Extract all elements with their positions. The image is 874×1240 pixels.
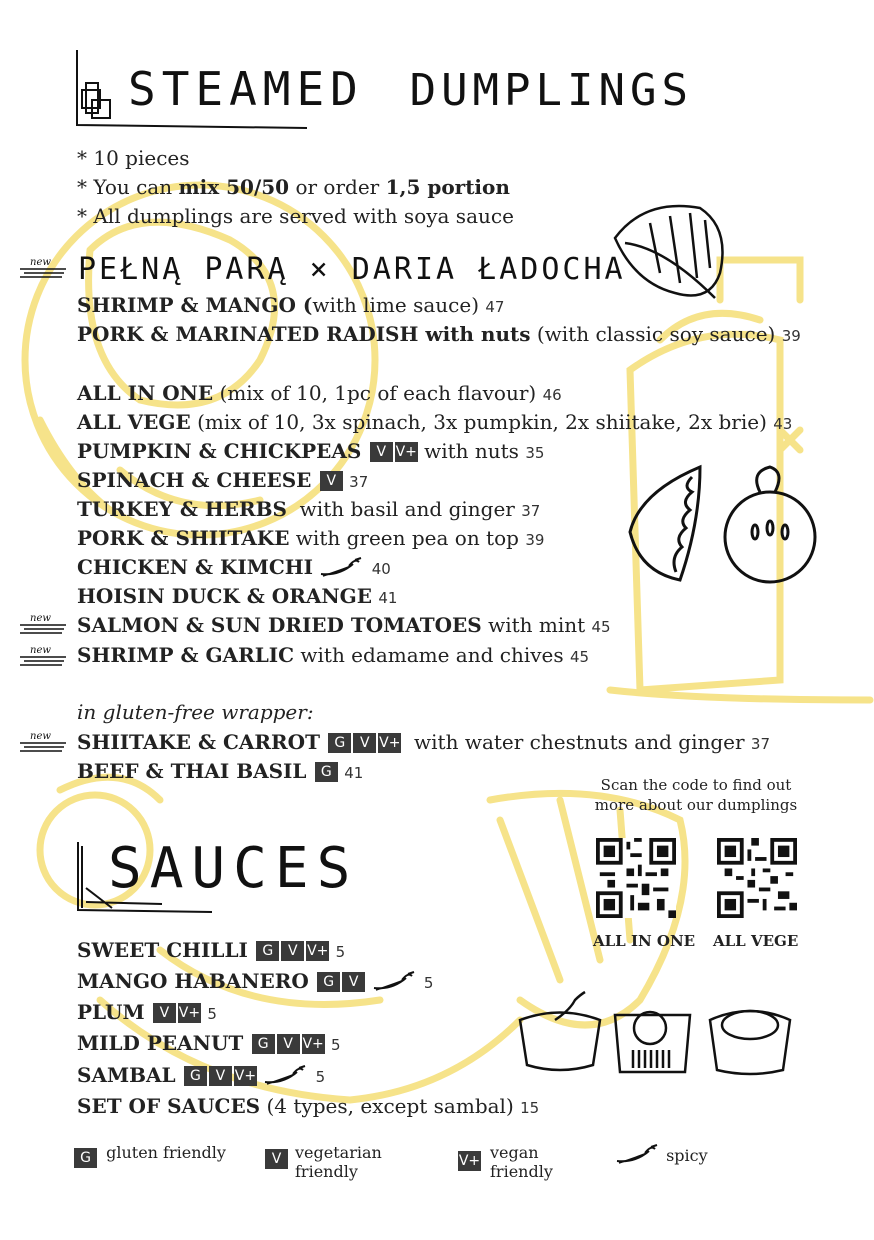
sauces-title: SAUCES <box>108 836 359 901</box>
menu-item: SHRIMP & GARLIC with edamame and chives 45 <box>77 643 590 667</box>
qr-code-all-in-one[interactable] <box>596 838 676 918</box>
title-word-dumplings: DUMPLINGS <box>409 65 693 116</box>
menu-item: ALL VEGE (mix of 10, 3x spinach, 3x pumpkin, 2x shiitake, 2x brie) 43 <box>77 410 793 434</box>
legend-spicy: spicy <box>615 1143 708 1165</box>
vegan-badge: V+ <box>458 1153 481 1169</box>
menu-item: PUMPKIN & CHICKPEAS V V+ with nuts 35 <box>77 439 545 463</box>
menu-item: HOISIN DUCK & ORANGE 41 <box>77 584 398 608</box>
vegetarian-badge: V <box>370 442 393 462</box>
menu-item: SHIITAKE & CARROT G V V+ with water chestnuts and ginger 37 <box>77 730 770 754</box>
legend-vegan: V+ vegan friendly <box>458 1143 553 1181</box>
vegetarian-badge: V <box>209 1066 232 1086</box>
menu-item: SHRIMP & MANGO (with lime sauce) 47 <box>77 293 505 317</box>
gluten-badge: G <box>256 941 279 961</box>
sauce-bowls-illustration-icon <box>515 990 795 1080</box>
vegetarian-badge: V <box>277 1034 300 1054</box>
menu-item: BEEF & THAI BASIL G 41 <box>77 759 364 783</box>
qr-caption: Scan the code to find out more about our dumplings <box>594 776 798 814</box>
sauce-item: SAMBAL G V V+ 5 <box>77 1063 326 1087</box>
new-badge-icon <box>18 730 68 752</box>
legend-gluten: G gluten friendly <box>72 1143 226 1168</box>
chili-icon <box>263 1064 309 1086</box>
new-badge-icon <box>18 612 68 634</box>
sauce-item: SWEET CHILLI G V V+ 5 <box>77 938 346 962</box>
vegetarian-badge: V <box>320 471 343 491</box>
menu-item: SALMON & SUN DRIED TOMATOES with mint 45 <box>77 613 611 637</box>
gluten-badge: G <box>74 1148 97 1168</box>
new-badge-icon <box>18 644 68 666</box>
gluten-free-heading: in gluten-free wrapper: <box>77 700 314 724</box>
note-pieces: * 10 pieces <box>77 146 190 170</box>
gluten-badge: G <box>252 1034 275 1054</box>
svg-text:new: new <box>30 731 51 742</box>
menu-item: SPINACH & CHEESE V 37 <box>77 468 369 492</box>
title-word-steamed: STEAMED <box>128 62 364 116</box>
note-soya: * All dumplings are served with soya sauce <box>77 204 514 228</box>
gluten-badge: G <box>328 733 351 753</box>
vegetarian-badge: V <box>342 972 365 992</box>
svg-text:new: new <box>30 613 51 624</box>
svg-text:new: new <box>30 257 51 268</box>
chili-icon <box>372 970 418 992</box>
vegan-badge: V+ <box>379 735 401 751</box>
new-badge-icon <box>18 256 68 278</box>
menu-item: PORK & MARINATED RADISH with nuts (with classic soy sauce) 39 <box>77 322 801 346</box>
qr-label-all-vege: ALL VEGE <box>713 932 799 950</box>
legend-vegetarian: V vegetarian friendly <box>263 1143 382 1181</box>
menu-item: ALL IN ONE (mix of 10, 1pc of each flavour) 46 <box>77 381 562 405</box>
vegan-badge: V+ <box>234 1068 257 1084</box>
sauce-item: MILD PEANUT G V V+ 5 <box>77 1031 341 1055</box>
sauce-item: SET OF SAUCES (4 types, except sambal) 15 <box>77 1094 540 1118</box>
gluten-badge: G <box>315 762 338 782</box>
qr-code-all-vege[interactable] <box>717 838 797 918</box>
vegetarian-badge: V <box>153 1003 176 1023</box>
menu-item: CHICKEN & KIMCHI 40 <box>77 555 391 579</box>
vegetarian-badge: V <box>353 733 376 753</box>
chili-icon <box>319 556 365 578</box>
qr-label-all-in-one: ALL IN ONE <box>593 932 696 950</box>
section-title-steamed <box>128 62 693 116</box>
vegan-badge: V+ <box>307 943 329 959</box>
vegan-badge: V+ <box>178 1005 201 1021</box>
vegetarian-badge: V <box>281 941 304 961</box>
sauce-item: MANGO HABANERO G V 5 <box>77 969 434 993</box>
svg-text:new: new <box>30 645 51 656</box>
chili-icon <box>615 1143 661 1165</box>
note-mix: * You can mix 50/50 or order 1,5 portion <box>77 175 510 199</box>
vegan-badge: V+ <box>302 1036 324 1052</box>
vegan-badge: V+ <box>395 444 417 460</box>
menu-item: PORK & SHIITAKE with green pea on top 39 <box>77 526 545 550</box>
gluten-badge: G <box>184 1066 207 1086</box>
dumplings-illustration-icon <box>620 462 825 592</box>
vegetarian-badge: V <box>265 1149 288 1169</box>
sauce-item: PLUM V V+ 5 <box>77 1000 217 1024</box>
menu-item: TURKEY & HERBS with basil and ginger 37 <box>77 497 541 521</box>
collab-title: PEŁNĄ PARĄ × DARIA ŁADOCHA <box>78 252 626 287</box>
gluten-badge: G <box>317 972 340 992</box>
